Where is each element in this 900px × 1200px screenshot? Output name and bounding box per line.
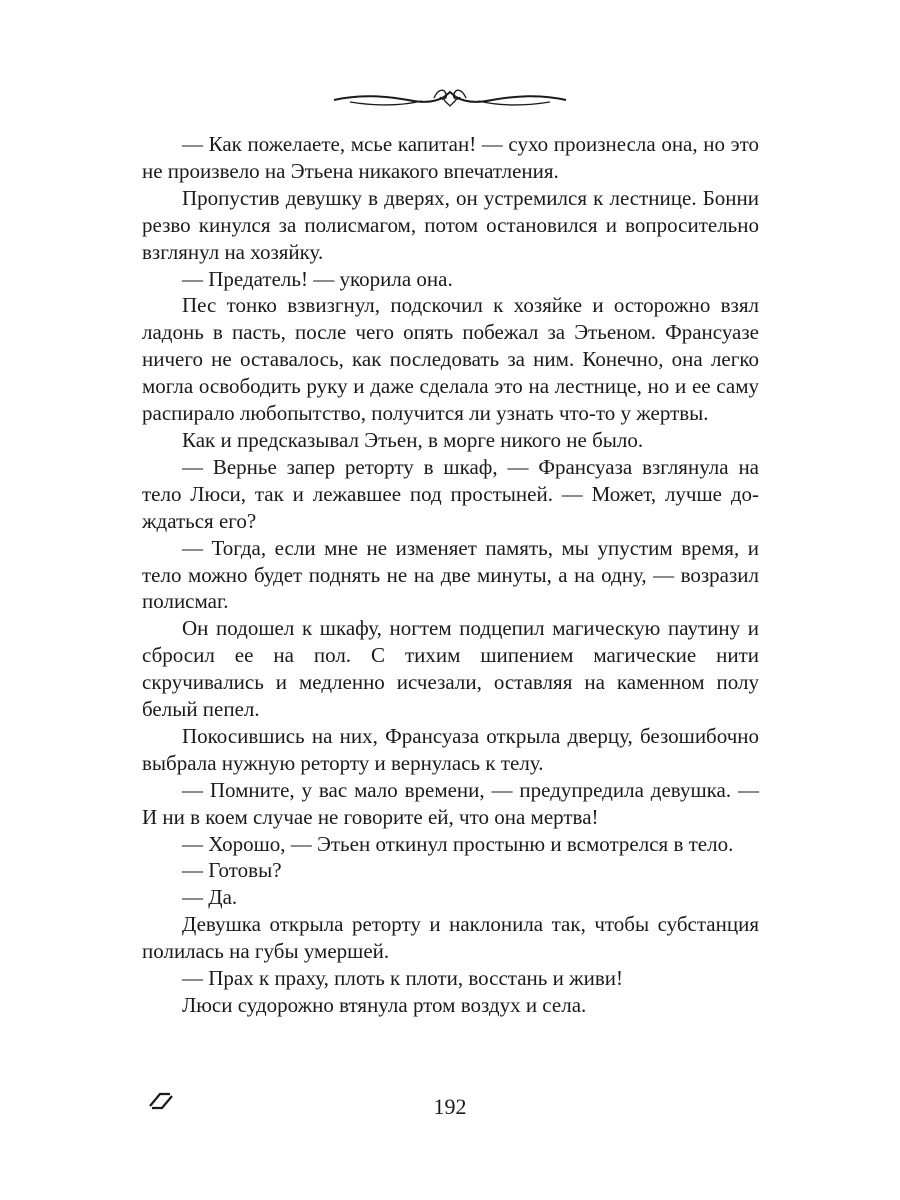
paragraph: — Тогда, если мне не изменяет память, мы упустим время, и тело можно будет поднять не на две минуты, а на одну, — возразил полисмаг. [142,535,759,614]
paragraph: — Да. [182,885,238,910]
paragraph: — Хорошо, — Этьен откинул простыню и всмотрелся в тело. [182,831,734,856]
body-text [142,131,759,1019]
paragraph: Как и предсказывал Этьен, в морге никого не было. [182,427,644,452]
paragraph: Пес тонко взвизгнул, подскочил к хозяйке и осторожно взял ладонь в пасть, после чего опять побежал за Этьеном. Франсуазе ничего не оставалось, как последовать за ним. Конечно, она легко могла освободить руку и даже сделала это на лестнице, но и ее саму распирало любопытство, получится ли узнать что-то у жертвы. [142,293,759,426]
paragraph: Пропустив девушку в дверях, он устремился к лестнице. Бонни резво кинулся за полисмагом, потом остановился и вопросительно взглянул на хозяйку. [142,185,759,264]
paragraph: Девушка открыла реторту и наклонила так, чтобы субстанция полилась на губы умершей. [142,912,759,964]
paragraph: Люси судорожно втянула ртом воздух и села. [182,993,587,1017]
paragraph: Он подошел к шкафу, ногтем подцепил магическую паутину и сбросил ее на пол. С тихим шипением магические нити скручивались и медленно исчезали, оставляя на каменном полу белый пепел. [142,616,759,722]
paragraph: Покосившись на них, Франсуаза открыла дверцу, безошибочно выбрала нужную реторту и вернулась к телу. [142,723,759,775]
paragraph: — Готовы? [182,858,282,883]
paragraph: — Предатель! — укорила она. [182,266,453,291]
paragraph: — Прах к праху, плоть к плоти, восстань и живи! [182,966,623,991]
page-number: 192 [433,1094,467,1119]
paragraph: — Помните, у вас мало времени, — предупредила девушка. — И ни в коем случае не говорите ей, что она мертва! [142,777,759,829]
flourish-ornament-icon [330,84,570,112]
paragraph: — Как пожелаете, мсье капитан! — сухо произнесла она, но это не произвело на Этьена никакого впечатления. [142,132,759,183]
paragraph: — Вернье запер реторту в шкаф, — Франсуаза взглянула на тело Люси, так и лежавшее под простыней. — Может, лучше дождаться его? [142,454,759,533]
